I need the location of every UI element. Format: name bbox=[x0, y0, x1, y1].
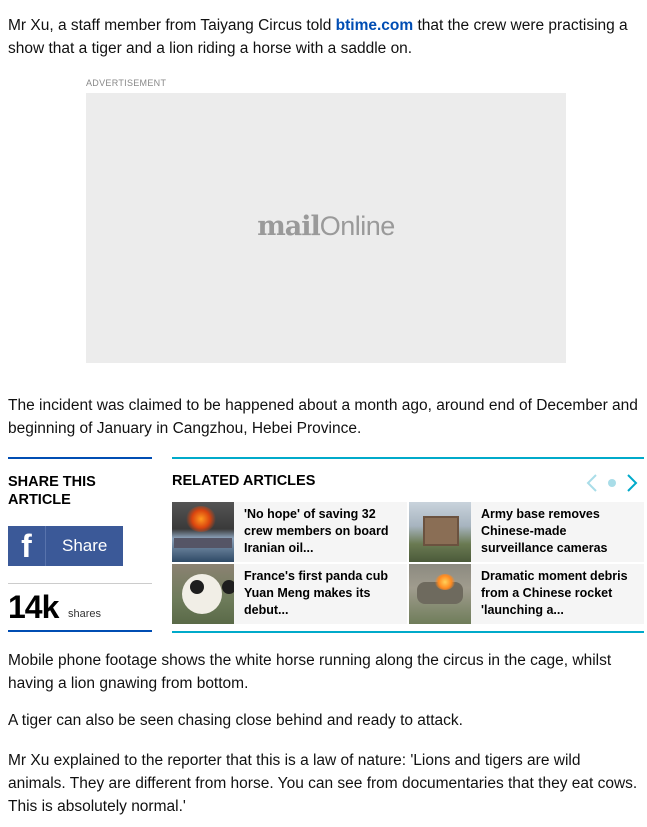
related-article-card[interactable] bbox=[172, 502, 407, 562]
advertisement-label: ADVERTISEMENT bbox=[86, 78, 167, 88]
related-article-title: 'No hope' of saving 32 crew members on board Iranian oil... bbox=[244, 507, 389, 555]
share-title: SHARE THIS ARTICLE bbox=[8, 474, 96, 508]
logo-mail-text: mail bbox=[257, 211, 320, 242]
related-article-card[interactable] bbox=[172, 564, 407, 624]
paragraph-text: Mr Xu, a staff member from Taiyang Circus told bbox=[8, 17, 336, 34]
article-thumbnail bbox=[409, 564, 471, 624]
share-count: 14k bbox=[8, 589, 59, 625]
related-article-card[interactable] bbox=[409, 502, 644, 562]
related-article-title: Army base removes Chinese-made surveillance cameras bbox=[481, 507, 608, 555]
facebook-share-button[interactable] bbox=[8, 526, 123, 566]
article-thumbnail bbox=[172, 502, 234, 562]
share-count-unit: shares bbox=[68, 608, 102, 620]
divider bbox=[8, 583, 152, 584]
article-paragraph-1 bbox=[8, 14, 638, 60]
article-paragraph-4: A tiger can also be seen chasing close behind and ready to attack. bbox=[8, 712, 463, 729]
article-paragraph-2: The incident was claimed to be happened about a month ago, around end of December and beginning of January in Cangzhou, Hebei Province. bbox=[8, 397, 638, 437]
share-button-label: Share bbox=[62, 536, 108, 555]
related-articles-title: RELATED ARTICLES bbox=[172, 473, 316, 489]
facebook-glyph: f bbox=[21, 528, 32, 564]
carousel-nav bbox=[586, 473, 638, 493]
advertisement-box[interactable] bbox=[86, 93, 566, 363]
paragraph-text: that the crew were practising a show that a tiger and a lion riding a horse with a saddle on. bbox=[8, 17, 628, 57]
logo-online-text: Online bbox=[319, 211, 395, 241]
related-articles-panel bbox=[172, 457, 644, 633]
carousel-dot-indicator[interactable] bbox=[608, 479, 616, 487]
article-paragraph-5: Mr Xu explained to the reporter that this is a law of nature: 'Lions and tigers are wild animals. They are different from horse. You can see from documentaries that they eat cows. This is absolutely normal.' bbox=[8, 752, 638, 815]
article-thumbnail bbox=[409, 502, 471, 562]
chevron-right-icon[interactable] bbox=[626, 474, 638, 492]
btime-link[interactable]: btime.com bbox=[335, 17, 414, 34]
article-thumbnail bbox=[172, 564, 234, 624]
chevron-left-icon[interactable] bbox=[586, 474, 598, 492]
related-article-title: France's first panda cub Yuan Meng makes its debut... bbox=[244, 569, 388, 617]
mailonline-logo bbox=[86, 211, 566, 242]
share-panel bbox=[8, 457, 152, 632]
related-article-card[interactable] bbox=[409, 564, 644, 624]
related-article-title: Dramatic moment debris from a Chinese rocket 'launching a... bbox=[481, 569, 628, 617]
article-paragraph-3: Mobile phone footage shows the white horse running along the circus in the cage, whilst having a lion gnawing from bottom. bbox=[8, 652, 612, 692]
facebook-icon bbox=[8, 526, 46, 566]
